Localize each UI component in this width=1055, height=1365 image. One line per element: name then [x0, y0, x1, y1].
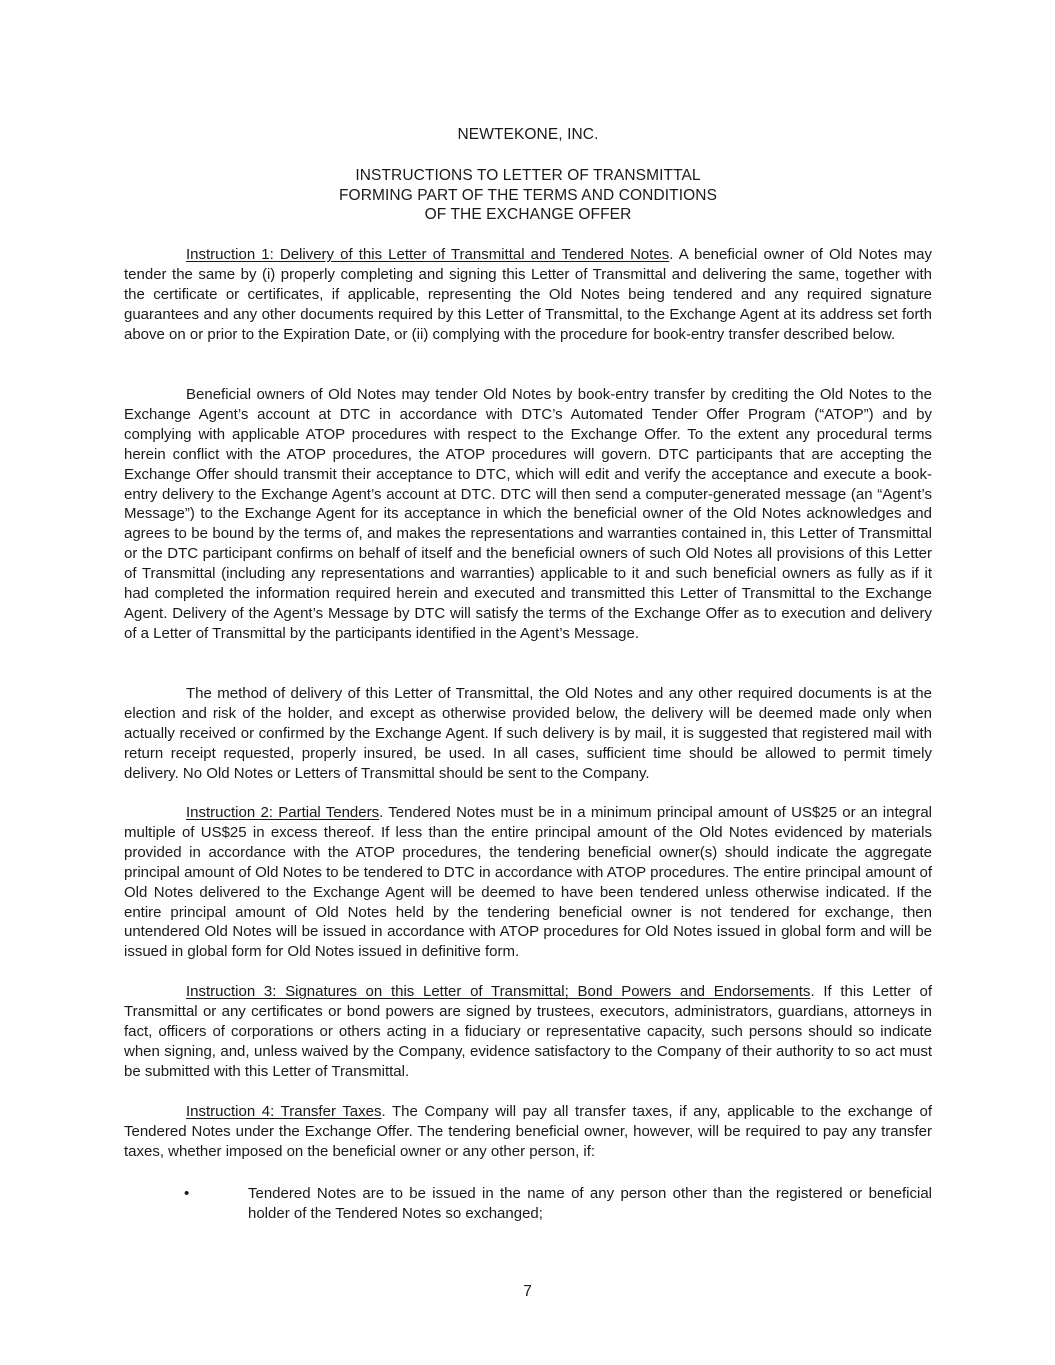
- bullet-icon: •: [184, 1185, 190, 1202]
- bullet-text: Tendered Notes are to be issued in the name of any person other than the registered or beneficial holder of the Tendered Notes so exchanged;: [248, 1185, 932, 1222]
- beneficial-owners-text: Beneficial owners of Old Notes may tender Old Notes by book-entry transfer by crediting the Old Notes to the Exchange Agent’s account at DTC in accordance with DTC’s Automated Tender Offer Program (“ATOP”) and by complying with applicable ATOP procedures with respect to the Exchange Offer. To the extent any procedural terms herein conflict with the ATOP procedures, the ATOP procedures will govern. DTC participants that are accepting the Exchange Offer should transmit their acceptance to DTC, which will edit and verify the acceptance and execute a book-entry delivery to the Exchange Agent’s account at DTC. DTC will then send a computer-generated message (an “Agent’s Message”) to the Exchange Agent for its acceptance in which the beneficial owner of the Old Notes acknowledges and agrees to be bound by the terms of, and makes the representations and warranties contained in, this Letter of Transmittal or the DTC participant confirms on behalf of itself and the beneficial owners of such Old Notes all provisions of this Letter of Transmittal (including any representations and warranties) applicable to it and such beneficial owners as fully as if it had completed the information required herein and executed and transmitted this Letter of Transmittal to the Exchange Agent. Delivery of the Agent’s Message by DTC will satisfy the terms of the Exchange Offer as to execution and delivery of a Letter of Transmittal by the participants identified in the Agent’s Message.: [124, 386, 932, 642]
- beneficial-owners-paragraph: [124, 385, 932, 644]
- delivery-method-paragraph: [124, 684, 932, 784]
- instruction-4-title: Instruction 4: Transfer Taxes: [186, 1103, 382, 1120]
- instruction-4-paragraph: [124, 1102, 932, 1162]
- instruction-1-title: Instruction 1: Delivery of this Letter of Transmittal and Tendered Notes: [186, 246, 670, 263]
- instruction-2-paragraph: [124, 803, 932, 962]
- instruction-1-body: . A beneficial owner of Old Notes may tender the same by (i) properly completing and signing this Letter of Transmittal and delivering the same, together with the certificate or certificates, if applicable, representing the Old Notes being tendered and any required signature guarantees and any other documents required by this Letter of Transmittal, to the Exchange Agent at its address set forth above on or prior to the Expiration Date, or (ii) complying with the procedure for book-entry transfer described below.: [124, 246, 933, 343]
- instruction-2-title: Instruction 2: Partial Tenders: [186, 804, 380, 821]
- instruction-4-body: . The Company will pay all transfer taxes, if any, applicable to the exchange of Tendered Notes under the Exchange Offer. The tendering beneficial owner, however, will be required to pay any transfer taxes, whether imposed on the beneficial owner or any other person, if:: [124, 1103, 932, 1160]
- instruction-3-paragraph: [124, 982, 932, 1082]
- page-number: 7: [523, 1283, 532, 1300]
- instruction-1-paragraph: [124, 245, 932, 345]
- instruction-3-title: Instruction 3: Signatures on this Letter of Transmittal; Bond Powers and Endorsements: [186, 983, 811, 1000]
- heading-line: FORMING PART OF THE TERMS AND CONDITIONS: [338, 186, 718, 204]
- heading-line: OF THE EXCHANGE OFFER: [424, 206, 632, 223]
- instruction-3-body: . If this Letter of Transmittal or any certificates or bond powers are signed by trustees, executors, administrators, guardians, attorneys in fact, officers of corporations or others acting in a fiduciary or representative capacity, such persons should so indicate when signing, and, unless waived by the Company, evidence satisfactory to the Company of their authority to so act must be submitted with this Letter of Transmittal.: [124, 983, 932, 1080]
- heading-line: INSTRUCTIONS TO LETTER OF TRANSMITTAL: [355, 167, 701, 184]
- instruction-2-body: . Tendered Notes must be in a minimum principal amount of US$25 or an integral multiple of US$25 in excess thereof. If less than the entire principal amount of the Old Notes evidenced by materials provided in accordance with the ATOP procedures, the tendering beneficial owner(s) should indicate the aggregate principal amount of Old Notes to be tendered to DTC in accordance with ATOP procedures. The entire principal amount of Old Notes delivered to the Exchange Agent will be deemed to have been tendered unless otherwise indicated. If the entire principal amount of Old Notes held by the tendering beneficial owner is not tendered for exchange, then untendered Old Notes will be issued in accordance with ATOP procedures for Old Notes issued in global form and will be issued in global form for Old Notes issued in definitive form.: [124, 804, 932, 961]
- company-name: NEWTEKONE, INC.: [457, 126, 599, 143]
- delivery-method-text: The method of delivery of this Letter of Transmittal, the Old Notes and any other required documents is at the election and risk of the holder, and except as otherwise provided below, the delivery will be deemed made only when actually received or confirmed by the Exchange Agent. If such delivery is by mail, it is suggested that registered mail with return receipt requested, properly insured, be used. In all cases, sufficient time should be allowed to permit timely delivery. No Old Notes or Letters of Transmittal should be sent to the Company.: [124, 685, 932, 782]
- document-heading: [124, 166, 932, 225]
